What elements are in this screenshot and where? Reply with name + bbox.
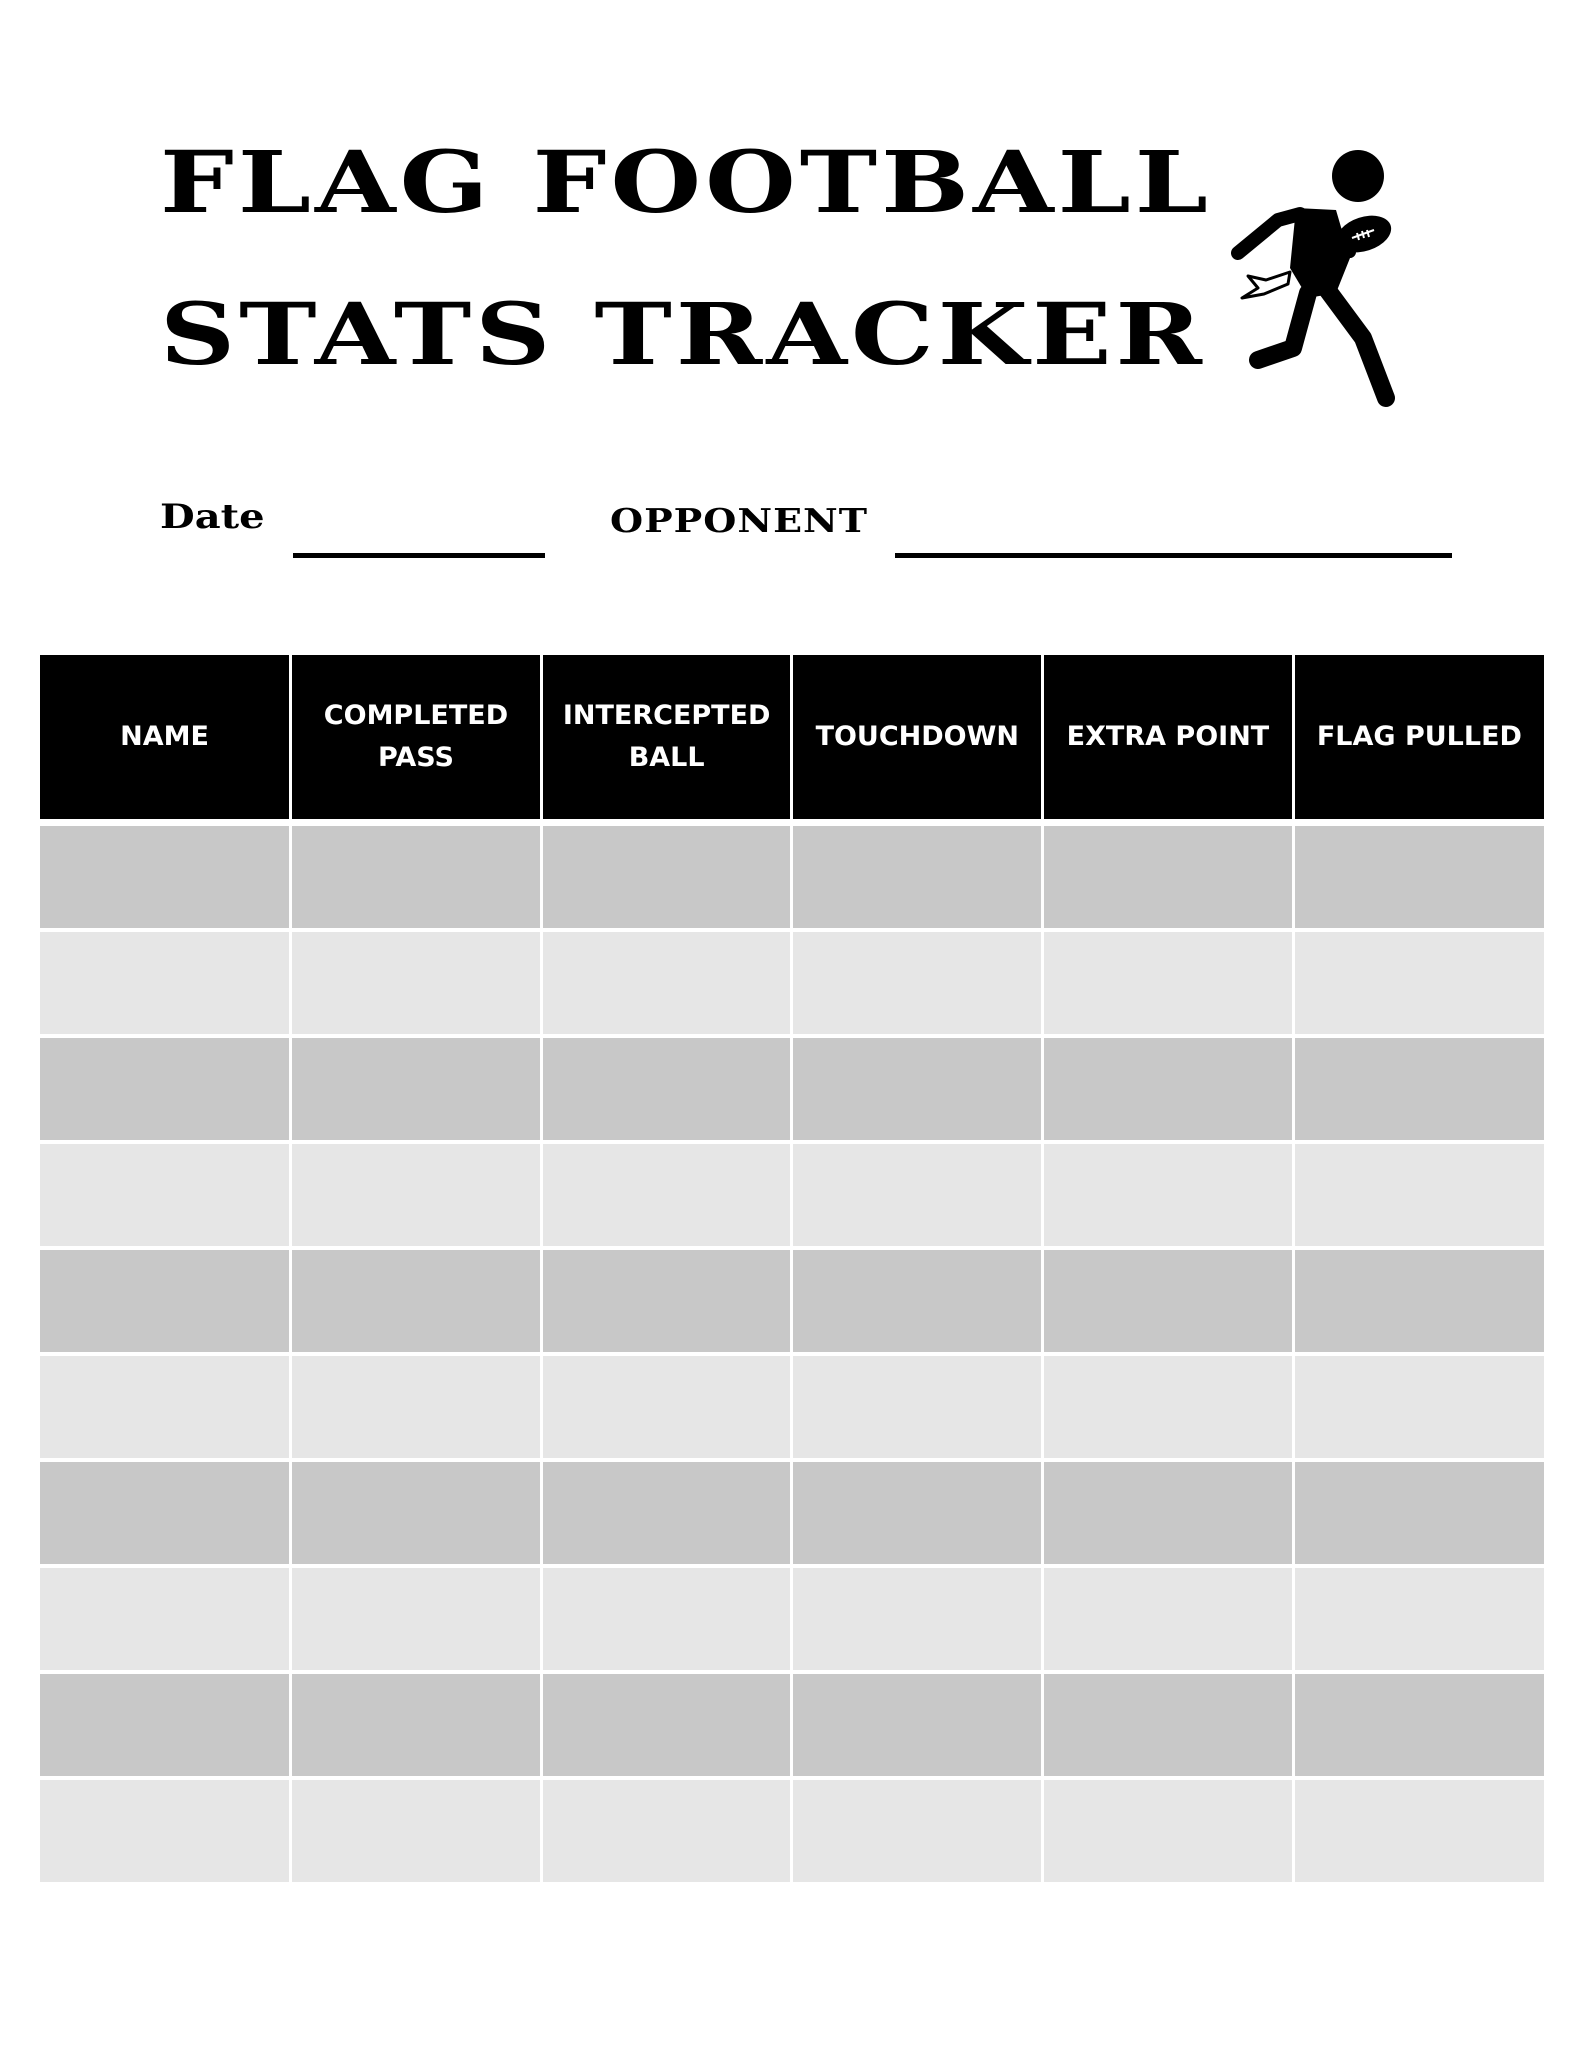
table-cell[interactable] bbox=[792, 1672, 1043, 1778]
table-cell[interactable] bbox=[40, 1460, 291, 1566]
table-cell[interactable] bbox=[1293, 826, 1544, 930]
table-header-row bbox=[40, 655, 1544, 819]
table-row bbox=[40, 1142, 1544, 1248]
table-cell[interactable] bbox=[1043, 930, 1294, 1036]
opponent-label: OPPONENT bbox=[610, 501, 869, 540]
table-row bbox=[40, 1354, 1544, 1460]
table-cell[interactable] bbox=[291, 930, 542, 1036]
table-cell[interactable] bbox=[792, 1248, 1043, 1354]
column-header-extra-point: EXTRA POINT bbox=[1043, 655, 1294, 819]
column-header-name: NAME bbox=[40, 655, 291, 819]
table-cell[interactable] bbox=[541, 1460, 792, 1566]
table-cell[interactable] bbox=[541, 1354, 792, 1460]
table-cell[interactable] bbox=[40, 930, 291, 1036]
table-cell[interactable] bbox=[291, 1566, 542, 1672]
flag-football-runner-icon bbox=[1228, 148, 1410, 408]
table-row bbox=[40, 1566, 1544, 1672]
table-cell[interactable] bbox=[541, 1036, 792, 1142]
column-header-touchdown: TOUCHDOWN bbox=[792, 655, 1043, 819]
title-line-2: STATS TRACKER bbox=[160, 283, 1206, 385]
table-cell[interactable] bbox=[541, 1566, 792, 1672]
column-header-completed-pass: COMPLETED PASS bbox=[291, 655, 542, 819]
table-cell[interactable] bbox=[40, 1248, 291, 1354]
table-cell[interactable] bbox=[291, 1354, 542, 1460]
table-cell[interactable] bbox=[1293, 1036, 1544, 1142]
table-cell[interactable] bbox=[541, 1248, 792, 1354]
table-cell[interactable] bbox=[1293, 1354, 1544, 1460]
table-cell[interactable] bbox=[1043, 1248, 1294, 1354]
table-cell[interactable] bbox=[40, 1566, 291, 1672]
table-row bbox=[40, 826, 1544, 930]
table-cell[interactable] bbox=[40, 1142, 291, 1248]
table-cell[interactable] bbox=[1293, 1672, 1544, 1778]
table-cell[interactable] bbox=[291, 826, 542, 930]
table-cell[interactable] bbox=[541, 1142, 792, 1248]
table-cell[interactable] bbox=[541, 826, 792, 930]
date-label: Date bbox=[160, 496, 265, 537]
table-cell[interactable] bbox=[40, 1354, 291, 1460]
table-cell[interactable] bbox=[1293, 1778, 1544, 1884]
table-cell[interactable] bbox=[792, 1142, 1043, 1248]
table-cell[interactable] bbox=[1043, 1566, 1294, 1672]
table-cell[interactable] bbox=[1043, 1778, 1294, 1884]
title-line-1: FLAG FOOTBALL bbox=[160, 131, 1212, 233]
table-cell[interactable] bbox=[1043, 826, 1294, 930]
stats-table bbox=[40, 655, 1544, 1886]
column-header-flag-pulled: FLAG PULLED bbox=[1293, 655, 1544, 819]
table-cell[interactable] bbox=[1293, 930, 1544, 1036]
table-cell[interactable] bbox=[291, 1672, 542, 1778]
table-cell[interactable] bbox=[291, 1248, 542, 1354]
table-cell[interactable] bbox=[541, 930, 792, 1036]
table-cell[interactable] bbox=[1043, 1142, 1294, 1248]
table-cell[interactable] bbox=[541, 1778, 792, 1884]
table-row bbox=[40, 1672, 1544, 1778]
table-cell[interactable] bbox=[291, 1036, 542, 1142]
opponent-field-line[interactable] bbox=[895, 553, 1452, 558]
table-cell[interactable] bbox=[291, 1142, 542, 1248]
table-cell[interactable] bbox=[1293, 1142, 1544, 1248]
table-cell[interactable] bbox=[1293, 1460, 1544, 1566]
table-cell[interactable] bbox=[40, 1036, 291, 1142]
table-cell[interactable] bbox=[792, 1460, 1043, 1566]
table-cell[interactable] bbox=[1043, 1354, 1294, 1460]
table-cell[interactable] bbox=[792, 1778, 1043, 1884]
spacer-cell bbox=[40, 819, 1544, 826]
table-cell[interactable] bbox=[1043, 1460, 1294, 1566]
table-cell[interactable] bbox=[792, 1036, 1043, 1142]
table-cell[interactable] bbox=[40, 1778, 291, 1884]
table-row bbox=[40, 1778, 1544, 1884]
table-cell[interactable] bbox=[291, 1778, 542, 1884]
table-cell[interactable] bbox=[1293, 1248, 1544, 1354]
table-cell[interactable] bbox=[1293, 1566, 1544, 1672]
table-cell[interactable] bbox=[40, 1672, 291, 1778]
table-row bbox=[40, 1460, 1544, 1566]
table-cell[interactable] bbox=[541, 1672, 792, 1778]
table-cell[interactable] bbox=[1043, 1036, 1294, 1142]
table-cell[interactable] bbox=[792, 826, 1043, 930]
table-row bbox=[40, 1248, 1544, 1354]
table-cell[interactable] bbox=[792, 1566, 1043, 1672]
column-header-intercepted-ball: INTERCEPTED BALL bbox=[541, 655, 792, 819]
date-field-line[interactable] bbox=[293, 553, 545, 558]
table-cell[interactable] bbox=[40, 826, 291, 930]
table-row bbox=[40, 1036, 1544, 1142]
table-row bbox=[40, 930, 1544, 1036]
header-spacer bbox=[40, 819, 1544, 826]
table-cell[interactable] bbox=[1043, 1672, 1294, 1778]
table-cell[interactable] bbox=[792, 1354, 1043, 1460]
table-cell[interactable] bbox=[792, 930, 1043, 1036]
table-cell[interactable] bbox=[291, 1460, 542, 1566]
